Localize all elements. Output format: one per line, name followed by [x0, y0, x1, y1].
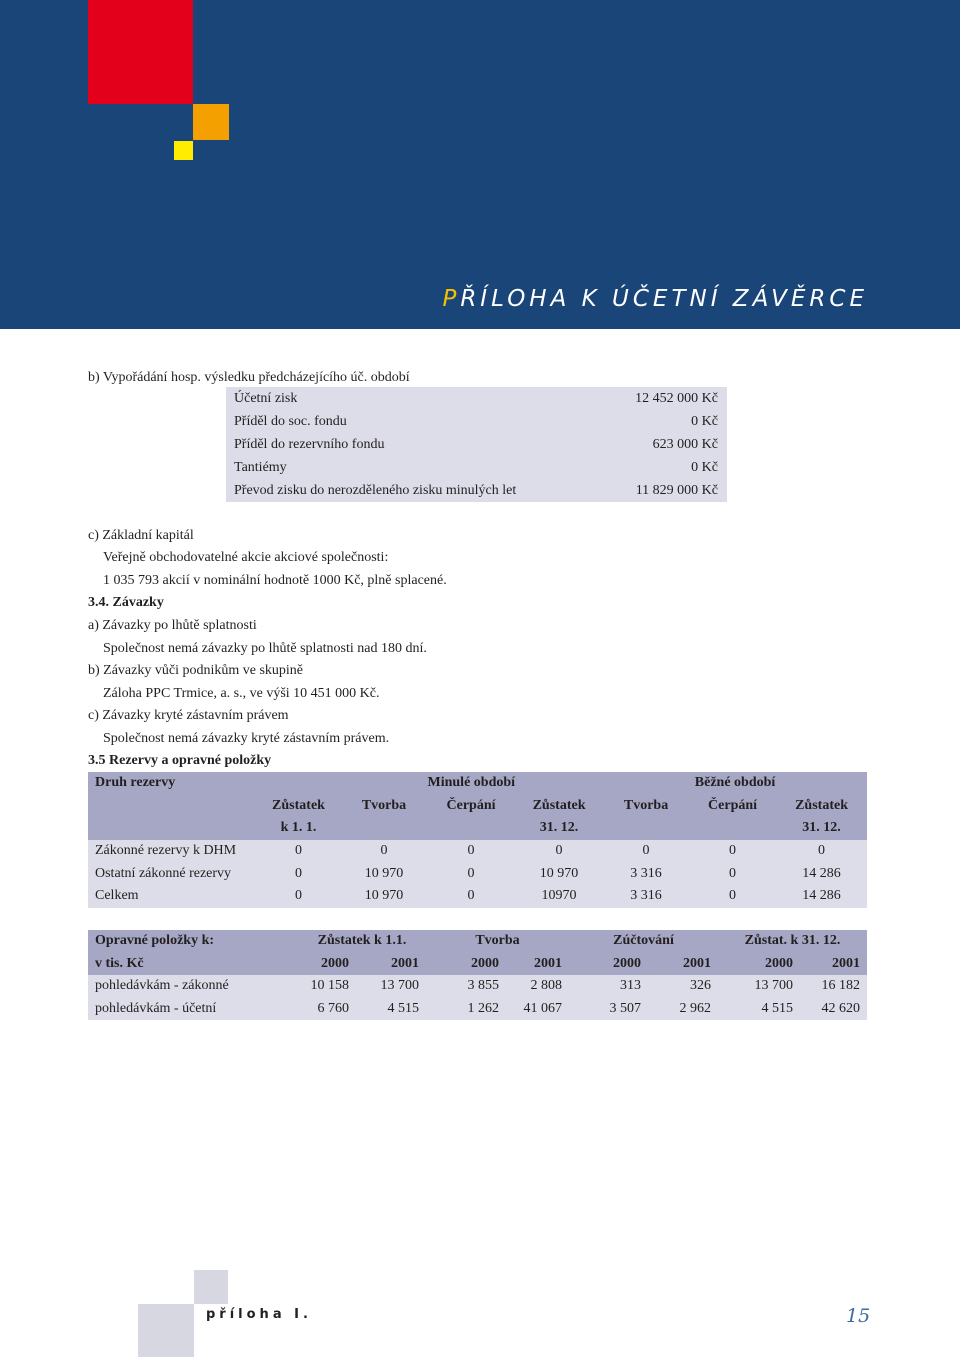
column-header: Opravné položky k: — [88, 930, 298, 953]
table-cell: 16 182 — [800, 975, 867, 998]
column-header: Zúčtování — [569, 930, 718, 953]
column-header: Zůstatek — [515, 795, 603, 818]
table-cell: 313 — [569, 975, 648, 998]
table-cell: 0 — [341, 840, 427, 863]
footer-square-decoration — [194, 1270, 228, 1304]
column-header: Zůstatek k 1.1. — [298, 930, 426, 953]
table-cell: 41 067 — [506, 998, 569, 1021]
liabilities-c-heading: c) Závazky kryté zástavním právem — [88, 708, 289, 723]
table-cell: 0 — [256, 885, 341, 908]
table-row: Převod zisku do nerozděleného zisku minulých let 11 829 000 Kč — [234, 483, 718, 498]
row-label: pohledávkám - účetní — [88, 998, 298, 1021]
section-c-heading: c) Základní kapitál — [88, 528, 194, 543]
table-cell: 0 — [776, 840, 867, 863]
table-cell: 0 — [603, 840, 689, 863]
row-label: pohledávkám - zákonné — [88, 975, 298, 998]
profit-distribution-table — [226, 387, 727, 502]
group-header-current: Běžné období — [603, 772, 867, 795]
table-cell: 2 962 — [648, 998, 718, 1021]
table-cell: 10970 — [515, 885, 603, 908]
reserves-table — [88, 772, 867, 908]
table-cell: 13 700 — [718, 975, 800, 998]
table-row: Příděl do rezervního fondu 623 000 Kč — [234, 437, 718, 452]
column-header: Čerpání — [689, 795, 776, 818]
table-cell: 0 — [256, 862, 341, 885]
liabilities-b-heading: b) Závazky vůči podnikům ve skupině — [88, 663, 304, 678]
orange-square-decoration — [193, 104, 229, 140]
table-cell: 10 970 — [341, 885, 427, 908]
liabilities-b-text: Záloha PPC Trmice, a. s., ve výši 10 451 000 Kč. — [103, 686, 380, 701]
section-c-line1: Veřejně obchodovatelné akcie akciové společnosti: — [103, 550, 389, 565]
column-header: Zůstat. k 31. 12. — [718, 930, 867, 953]
footer-square-decoration — [138, 1304, 194, 1357]
column-header: Druh rezervy — [88, 772, 256, 795]
liabilities-a-heading: a) Závazky po lhůtě splatnosti — [88, 618, 257, 633]
year-header: 2001 — [800, 953, 867, 976]
table-cell: 4 515 — [718, 998, 800, 1021]
table-cell: 3 316 — [603, 862, 689, 885]
column-header: Tvorba — [426, 930, 569, 953]
row-label: Ostatní zákonné rezervy — [88, 862, 256, 885]
header-band — [0, 0, 960, 329]
column-header: v tis. Kč — [88, 953, 298, 976]
section-35-heading: 3.5 Rezervy a opravné položky — [88, 753, 272, 768]
table-cell: 13 700 — [356, 975, 426, 998]
column-header: k 1. 1. — [256, 817, 341, 840]
year-header: 2001 — [356, 953, 426, 976]
table-row — [88, 998, 867, 1021]
table-cell: 0 — [427, 862, 515, 885]
table-cell: 10 970 — [515, 862, 603, 885]
column-header: 31. 12. — [776, 817, 867, 840]
column-header: Tvorba — [341, 795, 427, 818]
table-header-row — [88, 772, 867, 795]
table-cell: 3 855 — [426, 975, 506, 998]
table-cell: 10 970 — [341, 862, 427, 885]
table-cell: 10 158 — [298, 975, 356, 998]
table-header-row — [88, 930, 867, 953]
table-cell: 3 316 — [603, 885, 689, 908]
table-cell: 4 515 — [356, 998, 426, 1021]
page-number: 15 — [846, 1305, 871, 1327]
section-34-heading: 3.4. Závazky — [88, 595, 164, 610]
table-row: Tantiémy 0 Kč — [234, 460, 718, 475]
table-cell: 326 — [648, 975, 718, 998]
row-label: Zákonné rezervy k DHM — [88, 840, 256, 863]
table-cell: 0 — [515, 840, 603, 863]
table-row — [88, 885, 867, 908]
column-header: Zůstatek — [256, 795, 341, 818]
red-square-decoration — [88, 0, 193, 104]
table-cell: 1 262 — [426, 998, 506, 1021]
table-cell: 0 — [427, 840, 515, 863]
table-cell: 0 — [427, 885, 515, 908]
column-header: Čerpání — [427, 795, 515, 818]
table-row — [88, 975, 867, 998]
year-header: 2000 — [718, 953, 800, 976]
table-row — [88, 862, 867, 885]
column-header: 31. 12. — [515, 817, 603, 840]
year-header: 2001 — [648, 953, 718, 976]
group-header-previous: Minulé období — [256, 772, 515, 795]
yellow-square-decoration — [174, 141, 193, 160]
page-title: PŘÍLOHA K ÚČETNÍ ZÁVĚRCE — [442, 286, 868, 312]
footer-label: příloha I. — [206, 1307, 312, 1322]
table-cell: 0 — [689, 885, 776, 908]
table-header-row — [88, 795, 867, 818]
section-c-line2: 1 035 793 akcií v nominální hodnotě 1000 Kč, plně splacené. — [103, 573, 447, 588]
year-header: 2001 — [506, 953, 569, 976]
row-label: Celkem — [88, 885, 256, 908]
column-header: Zůstatek — [776, 795, 867, 818]
table-header-row — [88, 953, 867, 976]
section-b-heading: b) Vypořádání hosp. výsledku předcházejícího úč. období — [88, 370, 410, 385]
table-cell: 6 760 — [298, 998, 356, 1021]
allowances-table — [88, 930, 867, 1020]
table-cell: 0 — [256, 840, 341, 863]
table-header-row — [88, 817, 867, 840]
year-header: 2000 — [426, 953, 506, 976]
year-header: 2000 — [298, 953, 356, 976]
column-header: Tvorba — [603, 795, 689, 818]
year-header: 2000 — [569, 953, 648, 976]
table-cell: 3 507 — [569, 998, 648, 1021]
liabilities-a-text: Společnost nemá závazky po lhůtě splatnosti nad 180 dní. — [103, 641, 427, 656]
table-cell: 42 620 — [800, 998, 867, 1021]
table-cell: 14 286 — [776, 862, 867, 885]
table-row: Příděl do soc. fondu 0 Kč — [234, 414, 718, 429]
table-row — [88, 840, 867, 863]
table-cell: 0 — [689, 840, 776, 863]
table-cell: 14 286 — [776, 885, 867, 908]
table-cell: 0 — [689, 862, 776, 885]
table-row: Účetní zisk 12 452 000 Kč — [234, 391, 718, 406]
liabilities-c-text: Společnost nemá závazky kryté zástavním právem. — [103, 731, 390, 746]
table-cell: 2 808 — [506, 975, 569, 998]
